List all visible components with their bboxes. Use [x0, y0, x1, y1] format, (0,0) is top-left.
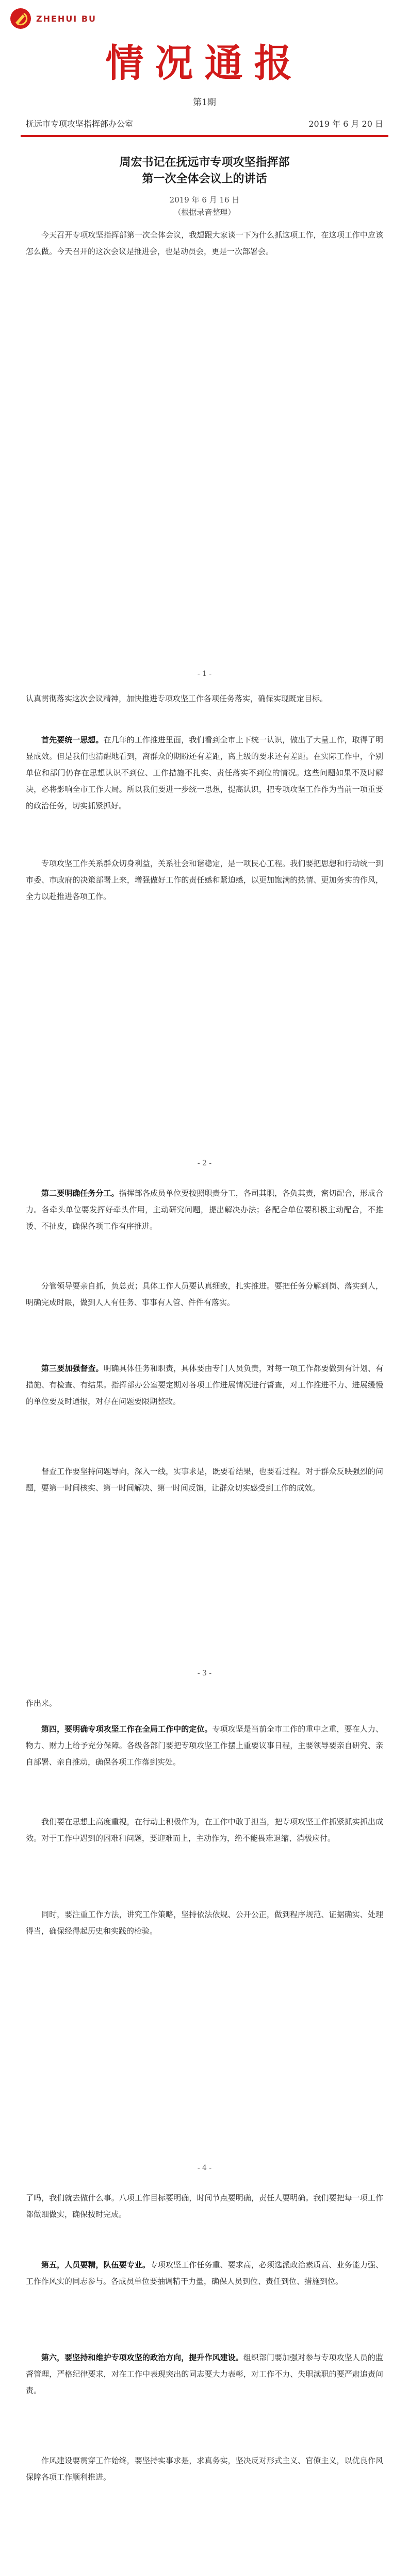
paragraph-text: 专项攻坚是当前全市工作的重中之重，要在人力、物力、财力上给予充分保障。各级各部门要把专项攻坚工作摆上重要议事日程，主要领导要亲自研究、亲自部署、亲自推动，确保各项工作落到实处。 — [26, 1724, 383, 1767]
page-number: - 2 - — [197, 1159, 212, 1167]
issue-date: 2019 年 6 月 20 日 — [308, 119, 383, 129]
logo-text: ZHEHUI BU — [36, 13, 97, 24]
paragraph-text: 指挥部各成员单位要按照职责分工，各司其职，各负其责，密切配合，形成合力。各牵头单位要发挥好牵头作用，主动研究问题，提出解决办法；各配合单位要积极主动配合，不推诿、不扯皮，确保各项工作有序推进。 — [26, 1189, 383, 1231]
red-divider — [21, 135, 388, 137]
article-title-line1: 周宏书记在抚远市专项攻坚指挥部 — [119, 156, 290, 169]
paragraph-section — [26, 1360, 383, 1410]
masthead — [0, 0, 409, 155]
paragraph: 今天召开专项攻坚指挥部第一次全体会议，我想跟大家谈一下为什么抓这项工作，在这项工作中应该怎么做。今天召开的这次会议是推进会，也是动员会，更是一次部署会。 — [26, 230, 383, 256]
transcription-note: （根据录音整理） — [173, 208, 236, 217]
issuing-org: 抚远市专项攻坚指挥部办公室 — [26, 119, 134, 129]
paragraph: 我们要在思想上高度重视，在行动上积极作为，在工作中敢于担当，把专项攻坚工作抓紧抓实抓出成效。对于工作中遇到的困难和问题，要迎难而上，主动作为，绝不能畏难退缩、消极应付。 — [26, 1817, 383, 1843]
logo — [9, 7, 96, 30]
page-number: - 4 - — [197, 2164, 212, 2172]
paragraph-section — [26, 2349, 383, 2399]
section-lead: 第六，要坚持和维护专项攻坚的政治方向，提升作风建设。 — [41, 2353, 243, 2362]
paragraph: 了吗，我们就去做什么事。八项工作目标要明确，时间节点要明确，责任人要明确。我们要把每一项工作都做细做实，确保按时完成。 — [26, 2193, 383, 2219]
page-number: - 3 - — [197, 1669, 212, 1677]
paragraph-text: 组织部门要加强对参与专项攻坚人员的监督管理，严格纪律要求，对在工作中表现突出的同志要大力表彰，对工作不力、失职渎职的要严肃追责问责。 — [26, 2353, 383, 2395]
paragraph: 作风建设要贯穿工作始终，要坚持实事求是，求真务实，坚决反对形式主义、官僚主义，以优良作风保障各项工作顺利推进。 — [26, 2456, 383, 2482]
issue-number: 第1期 — [193, 97, 216, 108]
section-lead: 首先要统一思想。 — [41, 735, 104, 744]
section-lead: 第二要明确任务分工。 — [41, 1189, 119, 1198]
paragraph-section — [26, 1721, 383, 1770]
paragraph: 专项攻坚工作关系群众切身利益，关系社会和谐稳定，是一项民心工程。我们要把思想和行动统一到市委、市政府的决策部署上来，增强做好工作的责任感和紧迫感，以更加饱满的热情、更加务实的作风，全力以赴推进各项工作。 — [26, 859, 383, 901]
masthead-title: 情况通报 — [105, 41, 304, 86]
page-number: - 1 - — [197, 670, 212, 678]
section-lead: 第三要加强督查。 — [41, 1364, 104, 1373]
paragraph: 认真贯彻落实这次会议精神，加快推进专项攻坚工作各项任务落实，确保实现既定目标。 — [26, 694, 328, 703]
paragraph: 同时，要注重工作方法，讲究工作策略，坚持依法依规、公开公正，做到程序规范、证据确实、处理得当，确保经得起历史和实践的检验。 — [26, 1910, 383, 1936]
paragraph: 分管领导要亲自抓，负总责；具体工作人员要认真细致，扎实推进。要把任务分解到岗、落实到人，明确完成时限，做到人人有任务、事事有人管、件件有落实。 — [26, 1281, 383, 1307]
paragraph: 督查工作要坚持问题导向，深入一线，实事求是，既要看结果，也要看过程。对于群众反映强烈的问题，要第一时间核实、第一时间解决、第一时间反馈，让群众切实感受到工作的成效。 — [26, 1467, 383, 1493]
paragraph-section — [26, 732, 383, 814]
section-lead: 第四，要明确专项攻坚工作在全局工作中的定位。 — [41, 1724, 212, 1734]
paragraph-text: 专项攻坚工作任务重、要求高，必须选派政治素质高、业务能力强、工作作风实的同志参与。各成员单位要抽调精干力量，确保人员到位、责任到位、措施到位。 — [26, 2260, 383, 2286]
speech-date: 2019 年 6 月 16 日 — [169, 195, 240, 205]
paragraph: 作出来。 — [26, 1699, 57, 1708]
article-title-line2: 第一次全体会议上的讲话 — [142, 172, 267, 185]
party-emblem-icon — [9, 7, 32, 30]
masthead-meta — [26, 117, 383, 129]
paragraph-text: 在几年的工作推进里面，我们看到全市上下统一认识，做出了大量工作，取得了明显成效。但是我们也清醒地看到，离群众的期盼还有差距，离上级的要求还有差距。在实际工作中，个别单位和部门仍存在思想认识不到位、工作措施不扎实、责任落实不到位的情况。这些问题如果不及时解决，必将影响全市工作大局。所以我们要进一步统一思想，提高认识，把专项攻坚工作作为当前一项重要的政治任务，切实抓紧抓好。 — [26, 735, 383, 810]
paragraph-text: 明确具体任务和职责，具体要由专门人员负责，对每一项工作都要做到有计划、有措施、有检查、有结果。指挥部办公室要定期对各项工作进展情况进行督查，对工作推进不力、进展缓慢的单位要及时通报，对存在问题要限期整改。 — [26, 1364, 383, 1406]
paragraph-section — [26, 1185, 383, 1234]
section-lead: 第五，人员要精，队伍要专业。 — [41, 2260, 150, 2269]
paragraph-section — [26, 2257, 383, 2290]
